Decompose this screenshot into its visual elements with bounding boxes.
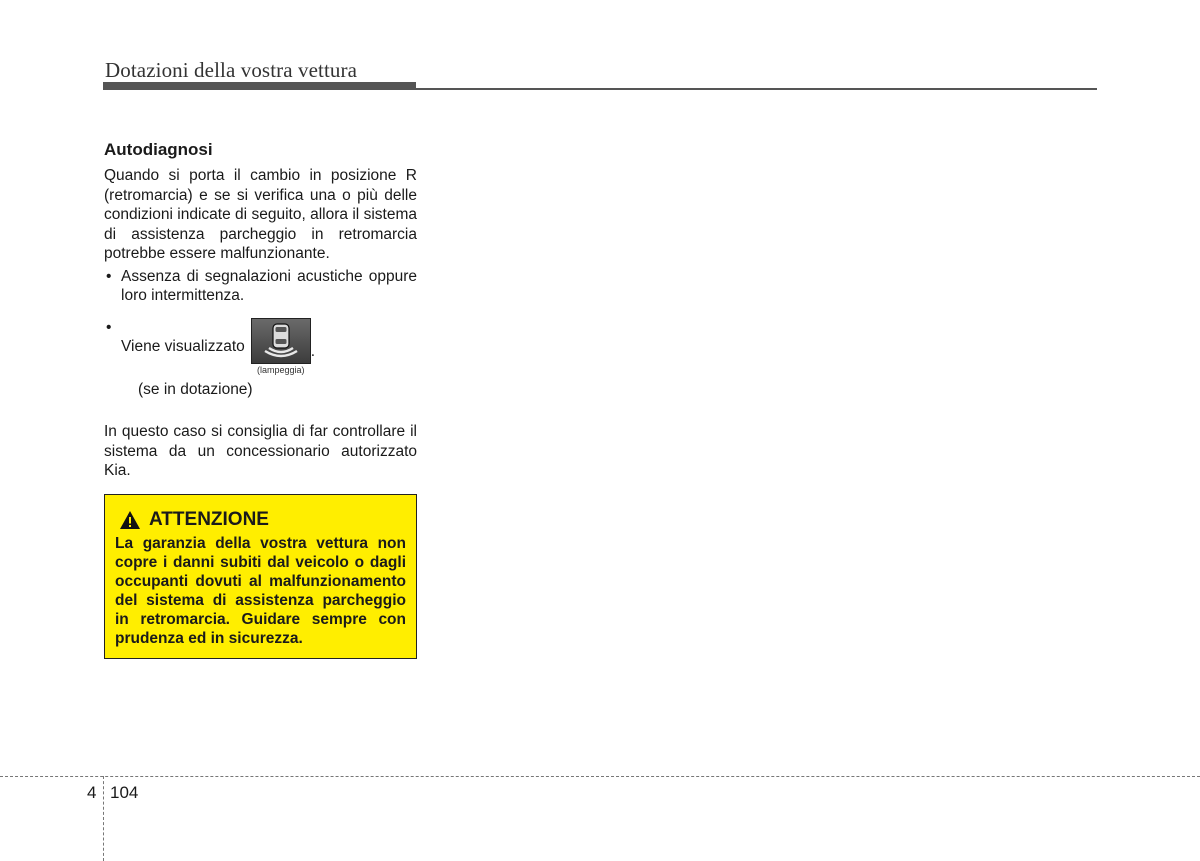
- list-item: [104, 318, 417, 400]
- page-number: 104: [110, 783, 139, 802]
- warning-text: La garanzia della vostra vettura non copre i danni subiti dal veicolo o dagli occupanti dovuti al malfunzionamento del sistema di assistenza parcheggio in retromarcia. Guidare sempre con prudenza ed in sicurezza.: [115, 534, 406, 647]
- availability-note: (se in dotazione): [138, 380, 253, 398]
- header-rule-thin: [416, 88, 1097, 90]
- warning-heading: [119, 509, 406, 531]
- warning-triangle-icon: [119, 510, 141, 530]
- bullet-dot: •: [106, 267, 112, 285]
- bullet-text: Assenza di segnalazioni acustiche oppure loro intermittenza.: [121, 267, 417, 304]
- footer-divider: [0, 776, 1200, 777]
- header-rule-thick: [103, 82, 416, 90]
- intro-paragraph: Quando si porta il cambio in posizione R (retromarcia) e se si verifica una o più delle condizioni indicate di seguito, allora il sistema di assistenza parcheggio in retromarcia potrebbe essere malfunzionante.: [104, 167, 417, 262]
- bullet-text: Viene visualizzato: [121, 337, 245, 355]
- icon-line: [121, 318, 417, 376]
- chapter-number: 4: [87, 783, 97, 802]
- parking-icon-wrap: [251, 318, 311, 376]
- icon-suffix: .: [310, 342, 316, 360]
- bullet-dot: •: [106, 318, 112, 336]
- condition-list: [104, 267, 417, 400]
- icon-caption: (lampeggia): [257, 364, 305, 375]
- page-header-title: Dotazioni della vostra vettura: [105, 58, 357, 82]
- parking-assist-icon: [251, 318, 311, 364]
- section-heading: Autodiagnosi: [104, 140, 213, 159]
- content-column: [104, 140, 417, 659]
- warning-title: ATTENZIONE: [149, 508, 269, 530]
- footer-vertical-divider: [103, 776, 104, 861]
- warning-box: [104, 494, 417, 659]
- advice-paragraph: In questo caso si consiglia di far controllare il sistema da un concessionario autorizzato Kia.: [104, 423, 417, 479]
- list-item: [104, 267, 417, 306]
